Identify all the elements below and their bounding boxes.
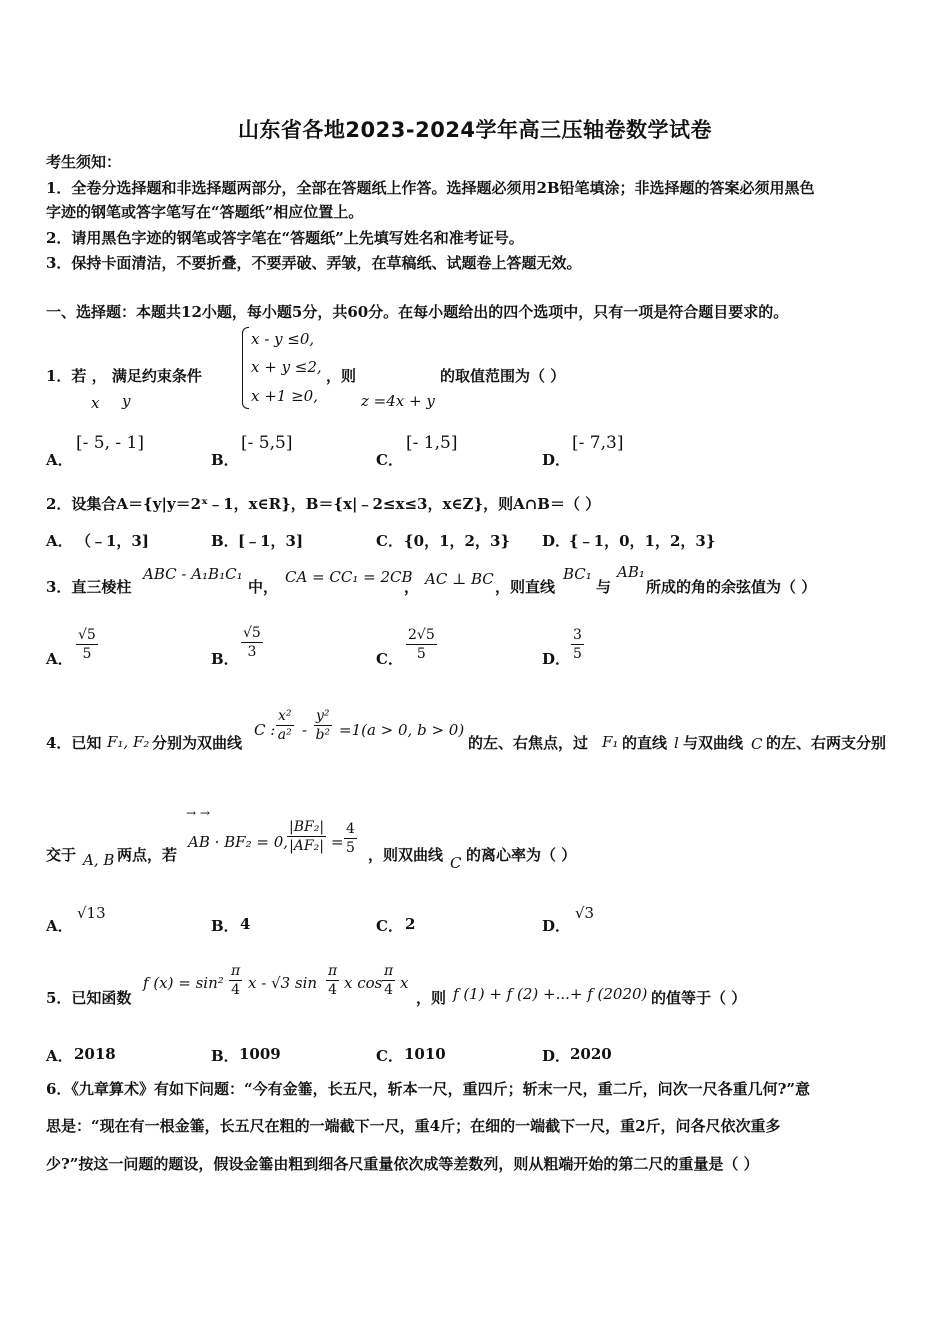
q5-pi-3: π <box>384 963 394 979</box>
q3-text-3: ，则直线 <box>495 578 556 596</box>
q5-text-2: 的值等于（ ） <box>651 989 747 1007</box>
q5-four-2: 4 <box>328 982 338 998</box>
q1-option-a-label: A． <box>46 451 73 469</box>
q5-option-b-label: B． <box>211 1047 239 1065</box>
page-title: 山东省各地2023-2024学年高三压轴卷数学试卷 <box>237 118 713 142</box>
q5-option-a-label: A． <box>46 1047 73 1065</box>
q1-constraint-3: x +1 ≥0, <box>251 387 318 405</box>
q3-option-c-fraction <box>406 626 437 663</box>
q4-minus: - <box>302 721 308 739</box>
q3-text-2: ， <box>404 578 420 596</box>
notice-item-3: 3．保持卡面清洁，不要折叠，不要弄破、弄皱，在草稿纸、试题卷上答题无效。 <box>46 254 582 272</box>
q4-value-fraction <box>344 820 357 857</box>
q3-option-b-den: 3 <box>247 644 257 660</box>
q2-option-c-label: C． <box>376 532 403 550</box>
q4-text-5: 的左、右两支分别 <box>766 734 887 752</box>
q4-text-3: 的直线 <box>622 734 668 752</box>
q2-option-b-value: [﹣1，3] <box>238 532 304 550</box>
q3-option-c-num: 2√5 <box>408 627 435 643</box>
q1-option-c-value: [- 1,5] <box>406 433 458 453</box>
q4-value-den: 5 <box>346 840 355 856</box>
q3-option-b-num: √5 <box>243 625 261 641</box>
q2-option-a-value: （﹣1，3] <box>76 532 149 550</box>
q3-line-1: BC₁ <box>563 565 592 583</box>
q4-option-a-value: √13 <box>77 904 106 922</box>
notice-heading: 考生须知： <box>46 153 122 171</box>
notice-item-1b: 字迹的钢笔或答字笔写在“答题纸”相应位置上。 <box>46 203 364 221</box>
q4-dot-product: AB · BF₂ = 0, <box>188 833 289 851</box>
q4-ratio-num: |BF₂| <box>289 819 325 835</box>
q4-ratio-fraction <box>287 818 326 855</box>
q6-line-3: 少?”按这一问题的题设，假设金箠由粗到细各尺重量依次成等差数列，则从粗端开始的第二尺的重量是（ ） <box>46 1155 759 1173</box>
q5-option-a-value: 2018 <box>74 1045 116 1063</box>
q4-text-2: 的左、右焦点，过 <box>468 734 589 752</box>
q4-line2-pre: 交于 <box>46 846 77 864</box>
q3-stem-pre: 3．直三棱柱 <box>46 578 132 596</box>
q4-stem-pre: 4．已知 <box>46 734 102 752</box>
q5-pi-fraction-1 <box>229 962 242 999</box>
q3-option-d-fraction <box>571 626 584 663</box>
q1-option-d-label: D． <box>542 451 571 469</box>
q1-constraint-2: x + y ≤2, <box>251 358 322 376</box>
q3-option-c-den: 5 <box>416 646 426 662</box>
q5-term-2: x cos <box>344 974 383 992</box>
q5-function: f (x) = sin² <box>143 974 224 992</box>
q5-text-1: ，则 <box>416 989 447 1007</box>
q4-x-fraction <box>276 707 294 744</box>
q1-stem-post: 的取值范围为（ ） <box>440 367 566 385</box>
q4-y-num: y² <box>316 708 330 724</box>
q3-line-2: AB₁ <box>617 563 645 581</box>
q4-text-4: 与双曲线 <box>683 734 744 752</box>
q4-equation: =1(a > 0, b > 0) <box>339 721 465 739</box>
q1-option-c-label: C． <box>376 451 403 469</box>
q5-option-c-value: 1010 <box>404 1045 446 1063</box>
notice-item-2: 2．请用黑色字迹的钢笔或答字笔在“答题纸”上先填写姓名和准考证号。 <box>46 229 524 247</box>
q4-line: l <box>674 734 679 752</box>
q4-x-den: a² <box>277 727 292 743</box>
q1-stem-pre: 1．若 ， 满足约束条件 <box>46 367 202 385</box>
notice-item-1a: 1．全卷分选择题和非选择题两部分，全部在答题纸上作答。选择题必须用2B铅笔填涂；非选择题的答案必须用黑色 <box>46 179 815 197</box>
q5-option-d-value: 2020 <box>570 1045 612 1063</box>
q4-option-b-label: B． <box>211 917 239 935</box>
q3-option-a-num: √5 <box>78 627 96 643</box>
q3-option-a-den: 5 <box>82 646 92 662</box>
q1-brace <box>242 327 249 409</box>
q2-option-c-value: {0，1，2，3} <box>404 532 511 550</box>
q3-option-a-label: A． <box>46 650 73 668</box>
q4-text-6: 两点，若 <box>117 846 178 864</box>
q3-prism: ABC - A₁B₁C₁ <box>143 565 243 583</box>
q4-foci: F₁, F₂ <box>107 733 150 751</box>
q3-condition-1: CA = CC₁ = 2CB <box>285 568 413 586</box>
q5-four-3: 4 <box>384 982 394 998</box>
q4-curve-name: C : <box>254 721 276 739</box>
q5-stem-pre: 5．已知函数 <box>46 989 132 1007</box>
q1-var-x: x <box>91 394 100 412</box>
q1-objective: z =4x + y <box>361 392 435 410</box>
q1-option-d-value: [- 7,3] <box>572 433 624 453</box>
q4-x-num: x² <box>278 708 292 724</box>
q6-line-1: 6．《九章算术》有如下问题：“今有金箠，长五尺，斩本一尺，重四斤；斩末一尺，重二斤，问次一尺各重几何?”意 <box>46 1080 810 1098</box>
q1-constraint-1: x - y ≤0, <box>251 330 315 348</box>
q3-option-b-label: B． <box>211 650 239 668</box>
q4-focus-1: F₁ <box>602 733 619 751</box>
q1-option-b-value: [- 5,5] <box>241 433 293 453</box>
q4-text-8: 的离心率为（ ） <box>466 846 577 864</box>
q5-option-c-label: C． <box>376 1047 403 1065</box>
q2-option-b-label: B． <box>211 532 239 550</box>
q4-y-fraction <box>314 707 332 744</box>
q1-option-b-label: B． <box>211 451 239 469</box>
q3-condition-2: AC ⊥ BC <box>425 570 494 588</box>
q1-option-a-value: [- 5, - 1] <box>76 433 144 453</box>
q3-text-1: 中， <box>248 578 279 596</box>
q1-var-y: y <box>122 392 131 410</box>
q6-line-2: 思是：“现在有一根金箠，长五尺在粗的一端截下一尺，重4斤；在细的一端截下一尺，重2斤，问各尺依次重多 <box>46 1117 781 1135</box>
q4-text-1: 分别为双曲线 <box>152 734 243 752</box>
q3-text-4: 与 <box>596 578 612 596</box>
q4-ratio-equals: = <box>331 833 344 851</box>
q1-stem-mid: ，则 <box>326 367 357 385</box>
q3-option-a-fraction <box>76 626 98 663</box>
q4-curve-c: C <box>751 735 763 753</box>
q4-value-num: 4 <box>346 821 355 837</box>
q5-pi-2: π <box>328 963 338 979</box>
q3-option-d-label: D． <box>542 650 571 668</box>
q3-option-d-den: 5 <box>573 646 582 662</box>
q5-pi-fraction-3 <box>382 962 395 999</box>
q3-option-c-label: C． <box>376 650 403 668</box>
q5-term-1: x - √3 sin <box>248 974 318 992</box>
q4-text-7: ，则双曲线 <box>368 846 444 864</box>
q5-pi-fraction-2 <box>326 962 339 999</box>
q5-pi-1: π <box>231 963 241 979</box>
q5-term-3: x <box>400 974 409 992</box>
q2-option-a-label: A． <box>46 532 73 550</box>
q4-vector-arrows: → → <box>186 806 210 820</box>
q2-option-d-label: D． <box>542 532 571 550</box>
q4-curve-c2: C <box>450 854 462 872</box>
q3-text-5: 所成的角的余弦值为（ ） <box>646 578 817 596</box>
q3-option-b-fraction <box>241 624 263 661</box>
q4-option-c-label: C． <box>376 917 403 935</box>
q4-ratio-den: |AF₂| <box>289 838 324 854</box>
q3-option-d-num: 3 <box>573 627 582 643</box>
q4-points: A, B <box>83 851 115 869</box>
q4-option-a-label: A． <box>46 917 73 935</box>
q4-option-b-value: 4 <box>240 915 251 933</box>
q5-sum: f (1) + f (2) +...+ f (2020) <box>453 985 648 1003</box>
q2-option-d-value: {﹣1，0，1，2，3} <box>569 532 716 550</box>
q5-option-d-label: D． <box>542 1047 571 1065</box>
q2-stem: 2．设集合A＝{y|y＝2ˣ﹣1，x∈R}，B＝{x|﹣2≤x≤3，x∈Z}，则A∩B＝（ ） <box>46 495 601 513</box>
section-heading: 一、选择题：本题共12小题，每小题5分，共60分。在每小题给出的四个选项中，只有一项是符合题目要求的。 <box>46 303 789 321</box>
q4-option-d-value: √3 <box>575 904 595 922</box>
q4-y-den: b² <box>315 727 331 743</box>
q4-option-d-label: D． <box>542 917 571 935</box>
q5-four-1: 4 <box>231 982 241 998</box>
q4-option-c-value: 2 <box>405 915 416 933</box>
q5-option-b-value: 1009 <box>239 1045 281 1063</box>
